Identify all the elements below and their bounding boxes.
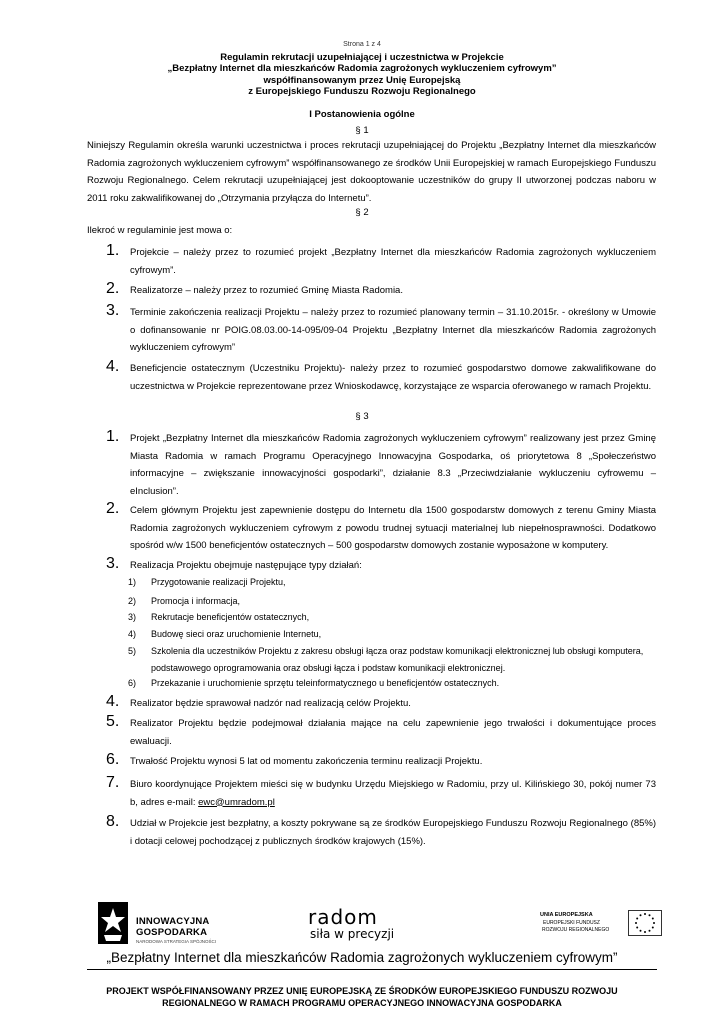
sub-list-item-number: 1) <box>128 577 137 587</box>
title-line: „Bezpłatny Internet dla mieszkańców Radomia zagrożonych wykluczeniem cyfrowym” <box>167 63 557 75</box>
list-item <box>106 776 656 811</box>
list-item-text: Realizator będzie sprawował nadzór nad realizacją celów Projektu. <box>130 698 411 709</box>
sub-list-item-number: 5) <box>128 646 137 656</box>
list-item-number: 6. <box>106 751 120 768</box>
title-line: współfinansowanym przez Unię Europejską <box>263 74 461 86</box>
eu-logo-line2: EUROPEJSKI FUNDUSZ <box>543 920 600 926</box>
list-item-text: Realizacja Projektu obejmuje następujące typy działań: <box>130 560 362 571</box>
sub-list-item-text: Budowę sieci oraz uruchomienie Internetu, <box>151 629 322 639</box>
paragraph-2-intro: Ilekroć w regulaminie jest mowa o: <box>87 225 233 236</box>
list-item-number: 1. <box>106 428 120 445</box>
list-item-number: 2. <box>106 500 120 517</box>
list-item-text: Beneficjencie ostatecznym (Uczestniku Projektu)- należy przez to rozumieć gospodarstwo domowe zakwalifikowane do uczestnictwa w Projekcie reprezentowane przez Wnioskodawcę, korzystające ze wsparcia oferowanego w ramach Projektu. <box>130 363 656 392</box>
eu-logo-line1: UNIA EUROPEJSKA <box>540 912 593 918</box>
eu-logo-line3: ROZWOJU REGIONALNEGO <box>542 927 610 933</box>
list-item-text <box>130 776 656 811</box>
eu-flag-icon <box>628 910 662 936</box>
sub-list-item <box>128 593 656 610</box>
paragraph-1-text: Niniejszy Regulamin określa warunki uczestnictwa i proces rekrutacji uzupełniającej do Projektu „Bezpłatny Internet dla mieszkańców Radomia zagrożonych wykluczeniem cyfrowym” współfinansowanego ze środków Unii Europejskiej w ramach Europejskiego Funduszu Rozwoju Regionalnego. Celem rekrutacji uzupełniającej jest dokooptowanie uczestników do grupy II utworzonej podczas naboru w 2011 roku zakwalifikowanej do „Otrzymania przyłącza do Internetu”. <box>87 140 656 204</box>
sub-list-item-number: 2) <box>128 596 137 606</box>
list-item-text: Udział w Projekcie jest bezpłatny, a koszty pokrywane są ze środków Europejskiego Funduszu Rozwoju Regionalnego (85%) i dotacji celowej pochodzącej z publicznych środków krajowych (15%). <box>130 818 656 847</box>
sub-list-item <box>128 675 656 692</box>
list-item <box>106 695 656 713</box>
list-item <box>106 304 656 357</box>
list-item-number: 5. <box>106 713 120 730</box>
logo-ig-line2: GOSPODARKA <box>136 927 208 938</box>
sub-list-item-text: Szkolenia dla uczestników Projektu z zakresu obsługi łącza oraz podstaw komunikacji elektronicznej lub obsługi komputera, podstawowego oprogramowania oraz obsługi łącza i podstaw komunikacji elektronicznej. <box>151 646 644 673</box>
list-item-text: Terminie zakończenia realizacji Projektu – należy przez to rozumieć planowany termin – 31.10.2015r. - określony w Umowie o dofinansowanie nr POIG.08.03.00-14-095/09-04 Projektu „Bezpłatny Internet dla mieszkańców Radomia zagrożonych wykluczeniem cyfrowym” <box>130 307 656 353</box>
office-address-text: Biuro koordynujące Projektem mieści się w budynku Urzędu Miejskiego w Radomiu, przy ul. Kilińskiego 30, pokój numer 73 b, adres e-mail: <box>130 779 656 808</box>
sub-list-item <box>128 574 656 591</box>
list-item-number: 8. <box>106 813 120 830</box>
page-number: Strona 1 z 4 <box>343 41 381 48</box>
section-heading: I Postanowienia ogólne <box>309 109 415 120</box>
sub-list-item-number: 4) <box>128 629 137 639</box>
radom-logo <box>308 905 408 945</box>
sub-list-item-text: Rekrutacje beneficjentów ostatecznych, <box>151 612 310 622</box>
list-item <box>106 282 656 300</box>
document-title <box>0 52 724 98</box>
paragraph-sign-2: § 2 <box>355 207 369 218</box>
sub-list-item-text: Promocja i informacja, <box>151 596 241 606</box>
footer-divider <box>87 969 657 970</box>
list-item-text: Realizatorze – należy przez to rozumieć Gminę Miasta Radomia. <box>130 285 403 296</box>
logo-ig-line3: NARODOWA STRATEGIA SPÓJNOŚCI <box>136 939 217 944</box>
innowacyjna-gospodarka-mark-icon <box>98 902 128 944</box>
sub-list-item-number: 6) <box>128 678 137 688</box>
list-item-text: Trwałość Projektu wynosi 5 lat od momentu zakończenia terminu realizacji Projektu. <box>130 756 483 767</box>
list-item-text: Celem głównym Projektu jest zapewnienie dostępu do Internetu dla 1500 gospodarstw domowych z terenu Gminy Miasta Radomia zagrożonych wykluczeniem cyfrowym z powodu trudnej sytuacji materialnej lub niepełnosprawności. Dodatkowo spośród w/w 1500 beneficjentów ostatecznych – 500 gospodarstw domowych zostanie wyposażone w komputery. <box>130 505 656 551</box>
list-item-number: 7. <box>106 774 120 791</box>
innowacyjna-gospodarka-logo <box>98 902 248 948</box>
footer-funding-note <box>0 985 724 1009</box>
project-tagline: „Bezpłatny Internet dla mieszkańców Radomia zagrożonych wykluczeniem cyfrowym” <box>106 950 618 965</box>
list-item-number: 1. <box>106 242 120 259</box>
list-item-number: 2. <box>106 280 120 297</box>
list-item-number: 4. <box>106 693 120 710</box>
paragraph-sign-3: § 3 <box>355 411 369 422</box>
sub-list-item-text: Przygotowanie realizacji Projektu, <box>151 577 286 587</box>
list-item-number: 3. <box>106 302 120 319</box>
footer-note-line: REGIONALNEGO W RAMACH PROGRAMU OPERACYJNEGO INNOWACYJNA GOSPODARKA <box>162 998 562 1008</box>
paragraph-sign-1: § 1 <box>355 125 369 136</box>
list-item <box>106 244 656 279</box>
list-item <box>106 430 656 500</box>
sub-list-item <box>128 609 656 626</box>
list-item <box>106 360 656 395</box>
title-line: Regulamin rekrutacji uzupełniającej i uczestnictwa w Projekcie <box>220 52 504 63</box>
sub-list-item <box>128 626 656 643</box>
sub-list-item-text: Przekazanie i uruchomienie sprzętu teleinformatycznego u beneficjentów ostatecznych. <box>151 678 500 688</box>
list-item <box>106 557 656 575</box>
email-link[interactable]: ewc@umradom.pl <box>198 796 275 808</box>
title-line: z Europejskiego Funduszu Rozwoju Regionalnego <box>248 86 476 98</box>
list-item <box>106 715 656 750</box>
sub-list-item <box>128 643 656 677</box>
footer-note-line: PROJEKT WSPÓŁFINANSOWANY PRZEZ UNIĘ EUROPEJSKĄ ZE ŚRODKÓW EUROPEJSKIEGO FUNDUSZU ROZWOJU <box>106 986 618 996</box>
list-item-text: Projekt „Bezpłatny Internet dla mieszkańców Radomia zagrożonych wykluczeniem cyfrowym” realizowany jest przez Gminę Miasta Radomia w ramach Programu Operacyjnego Innowacyjna Gospodarka, oś priorytetowa 8 „Społeczeństwo informacyjne – zwiększanie innowacyjności gospodarki”, działanie 8.3 „Przeciwdziałanie wykluczeniu cyfrowemu – eInclusion”. <box>130 433 656 497</box>
list-item <box>106 815 656 850</box>
eu-logo <box>535 910 665 944</box>
logo-ig-line1: INNOWACYJNA <box>136 916 210 927</box>
list-item-text: Projekcie – należy przez to rozumieć projekt „Bezpłatny Internet dla mieszkańców Radomia zagrożonych wykluczeniem cyfrowym”. <box>130 247 656 276</box>
list-item <box>106 753 656 771</box>
radom-logo-word: radom <box>308 905 378 929</box>
radom-logo-slogan: siła w precyzji <box>310 927 395 941</box>
list-item-number: 4. <box>106 358 120 375</box>
list-item-text: Realizator Projektu będzie podejmował działania mające na celu zapewnienie jego trwałości i dokumentujące proces ewaluacji. <box>130 718 656 747</box>
list-item-number: 3. <box>106 555 120 572</box>
list-item <box>106 502 656 555</box>
sub-list-item-number: 3) <box>128 612 137 622</box>
